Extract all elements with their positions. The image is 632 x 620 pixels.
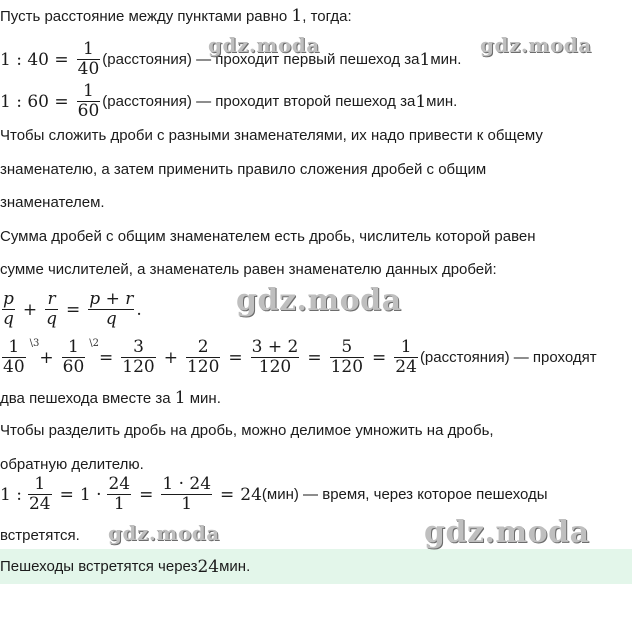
formula-frac-r-q: r q bbox=[46, 289, 58, 329]
line2-den: 60 bbox=[77, 101, 100, 121]
calc-factor-2: \2 bbox=[89, 338, 99, 349]
calc-frac-5: 3 + 2 120 bbox=[251, 337, 299, 377]
rule2-line-2: сумме числителей, а знаменатель равен знаменателю данных дробей: bbox=[0, 261, 497, 278]
calc-continuation: два пешехода вместе за 1 мин. bbox=[0, 388, 221, 408]
div-frac-1: 1 24 bbox=[28, 474, 51, 514]
calc-frac-1: 1 40 bbox=[3, 337, 25, 377]
watermark-logo: gdz.moda bbox=[208, 33, 320, 57]
line2-val: 1 bbox=[415, 91, 427, 112]
div-frac-3: 1 · 24 1 bbox=[162, 474, 212, 514]
sum-calculation: 1 40 \3 + 1 60 \2 = 3 120 + 2 120 = 3 + 2 120 = 5 120 = 1 24 (расстояния) — проходят bbox=[3, 337, 597, 377]
answer-box bbox=[0, 549, 632, 584]
answer-value: 24 bbox=[197, 556, 220, 577]
line1-val: 1 bbox=[419, 49, 431, 70]
line2-lhs: 1 : 60 = bbox=[0, 91, 69, 112]
formula-frac-sum: p + r q bbox=[89, 289, 134, 329]
calc-text: (расстояния) — проходят bbox=[419, 349, 597, 366]
second-pedestrian-line bbox=[0, 82, 457, 121]
line2-unit: мин. bbox=[426, 93, 458, 110]
answer-text: Пешеходы встретятся через bbox=[0, 558, 198, 575]
division-continuation: встретятся. bbox=[0, 527, 80, 544]
line1-fraction bbox=[77, 40, 101, 79]
line1-den: 40 bbox=[77, 59, 100, 79]
rule3-line-2: обратную делителю. bbox=[0, 456, 144, 473]
watermark-logo: gdz.moda bbox=[236, 283, 402, 318]
answer-unit: мин. bbox=[219, 558, 251, 575]
intro-line bbox=[0, 6, 352, 27]
div-frac-2: 24 1 bbox=[108, 474, 131, 514]
watermark-logo: gdz.moda bbox=[108, 521, 220, 545]
rule1-line-1: Чтобы сложить дроби с разными знаменателями, их надо привести к общему bbox=[0, 127, 543, 144]
watermark-logo: gdz.moda bbox=[424, 515, 590, 550]
calc-factor-1: \3 bbox=[29, 338, 40, 349]
intro-text: Пусть расстояние между пунктами равно bbox=[0, 8, 292, 25]
rule1-line-2: знаменателю, а затем применить правило сложения дробей с общим bbox=[0, 161, 487, 178]
line1-lhs: 1 : 40 = bbox=[0, 49, 69, 70]
watermark-logo: gdz.moda bbox=[480, 33, 592, 57]
rule1-line-3: знаменателем. bbox=[0, 194, 105, 211]
line1-text: (расстояния) — проходит первый пешеход за bbox=[102, 51, 420, 68]
line2-text: (расстояния) — проходит второй пешеход за bbox=[102, 93, 416, 110]
intro-number: 1 bbox=[291, 6, 303, 26]
intro-tail: , тогда: bbox=[302, 8, 352, 25]
line1-num: 1 bbox=[83, 39, 94, 59]
line2-fraction bbox=[77, 82, 101, 121]
calc-frac-6: 5 120 bbox=[330, 337, 364, 377]
sum-formula: p q + r q = p + r q . bbox=[3, 289, 142, 329]
line2-num: 1 bbox=[83, 81, 94, 101]
division-text: (мин) — время, через которое пешеходы bbox=[261, 486, 548, 503]
line1-unit: мин. bbox=[430, 51, 462, 68]
calc-frac-7: 1 24 bbox=[395, 337, 417, 377]
rule3-line-1: Чтобы разделить дробь на дробь, можно делимое умножить на дробь, bbox=[0, 422, 494, 439]
calc-frac-4: 2 120 bbox=[186, 337, 220, 377]
rule2-line-1: Сумма дробей с общим знаменателем есть дробь, числитель которой равен bbox=[0, 228, 536, 245]
calc-frac-3: 3 120 bbox=[122, 337, 155, 377]
division-calculation: 1 : 1 24 = 1 · 24 1 = 1 · 24 1 = 24 (мин) — время, через которое пешеходы bbox=[0, 474, 548, 514]
calc-frac-2: 1 60 bbox=[62, 337, 85, 377]
formula-frac-p-q: p q bbox=[3, 289, 14, 329]
